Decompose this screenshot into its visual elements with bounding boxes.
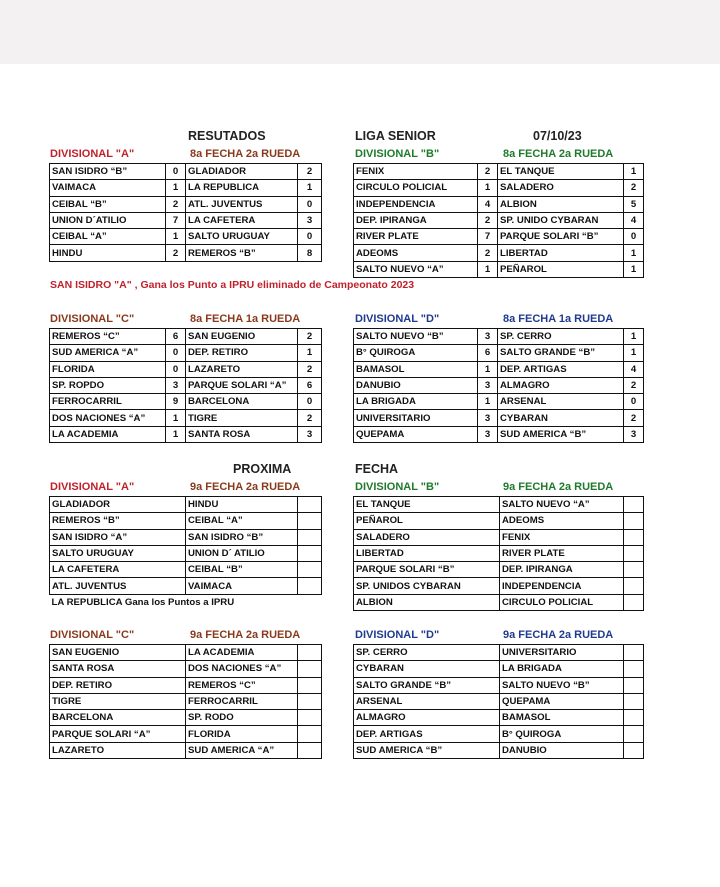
home-score: 7 (478, 229, 498, 245)
home-score: 0 (166, 361, 186, 377)
away-team: LA REPUBLICA (186, 180, 298, 196)
divA-next-table (49, 496, 322, 610)
away-team: SUD AMERICA “A” (186, 742, 298, 758)
home-team: SALADERO (354, 529, 500, 545)
table-row (50, 513, 322, 529)
table-row (50, 545, 322, 561)
home-team: ALBION (354, 594, 500, 610)
table-row (50, 196, 322, 212)
table-row (50, 645, 322, 661)
home-score: 3 (478, 329, 498, 345)
away-team: CYBARAN (498, 410, 624, 426)
table-row (354, 345, 644, 361)
table-row (354, 261, 644, 277)
home-team: PEÑAROL (354, 513, 500, 529)
home-team: PARQUE SOLARI “B” (354, 562, 500, 578)
home-team: CEIBAL “B” (50, 196, 166, 212)
table-row (354, 742, 644, 758)
table-row (354, 693, 644, 709)
home-team: REMEROS “B” (50, 513, 186, 529)
away-score: 2 (624, 410, 644, 426)
home-team: SP. UNIDOS CYBARAN (354, 578, 500, 594)
table-row (354, 394, 644, 410)
table-row (50, 529, 322, 545)
home-score: 1 (166, 180, 186, 196)
divC-results-table (49, 328, 322, 443)
date-heading: 07/10/23 (533, 129, 582, 143)
away-team: ATL. JUVENTUS (186, 196, 298, 212)
divC-next-title: DIVISIONAL "C" (50, 629, 135, 641)
away-team: ADEOMS (500, 513, 624, 529)
divB-results-table (353, 163, 644, 278)
divD-next-title: DIVISIONAL "D" (355, 629, 440, 641)
home-team: UNIVERSITARIO (354, 410, 478, 426)
result-cell (624, 545, 644, 561)
home-team: INDEPENDENCIA (354, 196, 478, 212)
away-team: ARSENAL (498, 394, 624, 410)
divA-results-title: DIVISIONAL "A" (50, 148, 135, 160)
table-row (354, 594, 644, 610)
table-row (354, 677, 644, 693)
home-team: VAIMACA (50, 180, 166, 196)
away-team: SALADERO (498, 180, 624, 196)
home-team: SUD AMERICA “B” (354, 742, 500, 758)
away-team: BARCELONA (186, 394, 298, 410)
table-row (354, 196, 644, 212)
away-team: LIBERTAD (498, 245, 624, 261)
table-row (354, 726, 644, 742)
table-row (354, 529, 644, 545)
away-team: SALTO URUGUAY (186, 229, 298, 245)
table-row (354, 329, 644, 345)
result-cell (624, 742, 644, 758)
home-score: 3 (166, 377, 186, 393)
home-team: REMEROS “C” (50, 329, 166, 345)
table-row (354, 578, 644, 594)
divB-results-round: 8a FECHA 2a RUEDA (503, 148, 614, 160)
result-cell (624, 677, 644, 693)
away-score: 5 (624, 196, 644, 212)
away-team: CIRCULO POLICIAL (500, 594, 624, 610)
away-team: FENIX (500, 529, 624, 545)
home-score: 2 (478, 164, 498, 180)
away-score: 1 (298, 345, 322, 361)
table-row (354, 497, 644, 513)
home-team: DOS NACIONES “A” (50, 410, 166, 426)
home-team: SALTO NUEVO “B” (354, 329, 478, 345)
away-score: 4 (624, 361, 644, 377)
away-team: FLORIDA (186, 726, 298, 742)
table-row (354, 645, 644, 661)
table-row (354, 180, 644, 196)
home-score: 3 (478, 410, 498, 426)
table-row (50, 164, 322, 180)
result-cell (298, 594, 322, 610)
home-score: 0 (166, 164, 186, 180)
away-score: 2 (298, 164, 322, 180)
away-team: SP. CERRO (498, 329, 624, 345)
away-score: 2 (298, 361, 322, 377)
home-team: SALTO URUGUAY (50, 545, 186, 561)
divD-results-title: DIVISIONAL "D" (355, 313, 440, 325)
home-team: LA BRIGADA (354, 394, 478, 410)
result-cell (624, 710, 644, 726)
away-team: LA ACADEMIA (186, 645, 298, 661)
away-score: 3 (298, 212, 322, 228)
result-cell (298, 545, 322, 561)
away-team: UNIVERSITARIO (500, 645, 624, 661)
table-row (354, 229, 644, 245)
away-team: HINDU (186, 497, 298, 513)
away-score: 4 (624, 212, 644, 228)
home-team: UNION D´ATILIO (50, 212, 166, 228)
table-row (50, 742, 322, 758)
divC-next-round: 9a FECHA 2a RUEDA (190, 629, 301, 641)
divB-next-round: 9a FECHA 2a RUEDA (503, 481, 614, 493)
away-score: 1 (298, 180, 322, 196)
result-cell (298, 645, 322, 661)
table-row (50, 394, 322, 410)
table-row (354, 661, 644, 677)
away-team: SAN ISIDRO “B” (186, 529, 298, 545)
away-team: GLADIADOR (186, 164, 298, 180)
table-row (50, 426, 322, 442)
table-row (354, 361, 644, 377)
away-score: 1 (624, 329, 644, 345)
away-score: 1 (624, 261, 644, 277)
next-fecha-heading: FECHA (355, 462, 399, 476)
home-team: SALTO GRANDE “B” (354, 677, 500, 693)
away-score: 2 (624, 180, 644, 196)
home-team: CEIBAL “A” (50, 229, 166, 245)
away-team: REMEROS “C” (186, 677, 298, 693)
table-row (50, 180, 322, 196)
home-team: HINDU (50, 245, 166, 261)
home-score: 1 (166, 229, 186, 245)
home-team: SUD AMERICA “A” (50, 345, 166, 361)
home-score: 1 (478, 261, 498, 277)
league-heading: LIGA SENIOR (355, 129, 436, 143)
home-team: ALMAGRO (354, 710, 500, 726)
table-row (50, 497, 322, 513)
table-row (50, 410, 322, 426)
away-team: LAZARETO (186, 361, 298, 377)
table-row (354, 426, 644, 442)
result-cell (298, 677, 322, 693)
home-score: 7 (166, 212, 186, 228)
table-row (354, 513, 644, 529)
home-team: GLADIADOR (50, 497, 186, 513)
away-team: SANTA ROSA (186, 426, 298, 442)
result-cell (298, 661, 322, 677)
result-cell (624, 562, 644, 578)
away-score: 2 (298, 329, 322, 345)
away-team: ALMAGRO (498, 377, 624, 393)
home-team: LA CAFETERA (50, 562, 186, 578)
home-score: 1 (478, 394, 498, 410)
table-row (50, 377, 322, 393)
result-cell (298, 726, 322, 742)
home-team: CYBARAN (354, 661, 500, 677)
away-team: LA BRIGADA (500, 661, 624, 677)
away-team: FERROCARRIL (186, 693, 298, 709)
away-score: 0 (298, 196, 322, 212)
home-team: SALTO NUEVO “A” (354, 261, 478, 277)
away-team: PEÑAROL (498, 261, 624, 277)
result-cell (298, 497, 322, 513)
away-score: 2 (298, 410, 322, 426)
divA-results-round: 8a FECHA 2a RUEDA (190, 148, 301, 160)
away-score: 0 (624, 394, 644, 410)
result-cell (298, 562, 322, 578)
forfeit-note: LA REPUBLICA Gana los Puntos a IPRU (50, 594, 298, 610)
away-score: 0 (624, 229, 644, 245)
away-score: 0 (298, 394, 322, 410)
divD-results-table (353, 328, 644, 443)
away-team: EL TANQUE (498, 164, 624, 180)
home-team: FENIX (354, 164, 478, 180)
home-score: 6 (166, 329, 186, 345)
table-row (354, 245, 644, 261)
away-team: UNION D´ ATILIO (186, 545, 298, 561)
away-team: INDEPENDENCIA (500, 578, 624, 594)
home-team: ADEOMS (354, 245, 478, 261)
result-cell (624, 513, 644, 529)
away-team: SP. UNIDO CYBARAN (498, 212, 624, 228)
home-score: 2 (166, 245, 186, 261)
table-row (354, 410, 644, 426)
home-score: 2 (166, 196, 186, 212)
away-team: ALBION (498, 196, 624, 212)
home-team: BARCELONA (50, 710, 186, 726)
away-score: 6 (298, 377, 322, 393)
home-score: 1 (166, 426, 186, 442)
table-row (50, 562, 322, 578)
home-team: CIRCULO POLICIAL (354, 180, 478, 196)
result-cell (298, 710, 322, 726)
home-team: QUEPAMA (354, 426, 478, 442)
away-team: B° QUIROGA (500, 726, 624, 742)
result-cell (624, 645, 644, 661)
away-team: DEP. ARTIGAS (498, 361, 624, 377)
table-row (50, 693, 322, 709)
table-row (50, 661, 322, 677)
away-score: 3 (298, 426, 322, 442)
away-team: BAMASOL (500, 710, 624, 726)
away-team: SUD AMERICA “B” (498, 426, 624, 442)
table-row (50, 578, 322, 594)
result-cell (624, 529, 644, 545)
divB-next-title: DIVISIONAL "B" (355, 481, 440, 493)
divC-next-table (49, 644, 322, 759)
away-team: CEIBAL “A” (186, 513, 298, 529)
away-score: 2 (624, 377, 644, 393)
divA-next-title: DIVISIONAL "A" (50, 481, 135, 493)
table-row (354, 377, 644, 393)
away-team: SALTO NUEVO “B” (500, 677, 624, 693)
table-row (354, 562, 644, 578)
table-row (354, 545, 644, 561)
home-team: PARQUE SOLARI “A” (50, 726, 186, 742)
home-score: 1 (166, 410, 186, 426)
home-team: ATL. JUVENTUS (50, 578, 186, 594)
away-score: 3 (624, 426, 644, 442)
divA-next-round: 9a FECHA 2a RUEDA (190, 481, 301, 493)
result-cell (624, 726, 644, 742)
next-heading: PROXIMA (233, 462, 292, 476)
away-score: 8 (298, 245, 322, 261)
result-cell (624, 594, 644, 610)
away-score: 1 (624, 164, 644, 180)
away-team: DEP. RETIRO (186, 345, 298, 361)
away-team: PARQUE SOLARI “A” (186, 377, 298, 393)
away-team: VAIMACA (186, 578, 298, 594)
results-heading: RESUTADOS (188, 129, 266, 143)
result-cell (624, 693, 644, 709)
home-score: 0 (166, 345, 186, 361)
home-team: SP. CERRO (354, 645, 500, 661)
home-team: DEP. RETIRO (50, 677, 186, 693)
home-team: DEP. IPIRANGA (354, 212, 478, 228)
away-team: REMEROS “B” (186, 245, 298, 261)
away-team: RIVER PLATE (500, 545, 624, 561)
away-team: SALTO NUEVO “A” (500, 497, 624, 513)
home-team: SP. ROPDO (50, 377, 166, 393)
home-score: 4 (478, 196, 498, 212)
divC-results-title: DIVISIONAL "C" (50, 313, 135, 325)
away-team: QUEPAMA (500, 693, 624, 709)
result-cell (298, 578, 322, 594)
home-team: DEP. ARTIGAS (354, 726, 500, 742)
home-score: 2 (478, 245, 498, 261)
table-row (354, 164, 644, 180)
result-cell (624, 661, 644, 677)
note-row (50, 594, 322, 610)
away-team: TIGRE (186, 410, 298, 426)
table-row (50, 245, 322, 261)
divB-results-title: DIVISIONAL "B" (355, 148, 440, 160)
away-team: DEP. IPIRANGA (500, 562, 624, 578)
result-cell (298, 529, 322, 545)
home-team: SAN ISIDRO “A” (50, 529, 186, 545)
divB-next-table (353, 496, 644, 611)
home-team: SAN ISIDRO “B” (50, 164, 166, 180)
home-team: DANUBIO (354, 377, 478, 393)
divD-next-round: 9a FECHA 2a RUEDA (503, 629, 614, 641)
away-team: DOS NACIONES “A” (186, 661, 298, 677)
away-score: 1 (624, 345, 644, 361)
results-note: SAN ISIDRO "A" , Gana los Punto a IPRU eliminado de Campeonato 2023 (50, 279, 415, 291)
top-bar (0, 0, 720, 64)
result-cell (298, 742, 322, 758)
result-cell (298, 693, 322, 709)
home-score: 1 (478, 361, 498, 377)
away-score: 1 (624, 245, 644, 261)
away-score: 0 (298, 229, 322, 245)
divA-results-table (49, 163, 322, 262)
home-team: SANTA ROSA (50, 661, 186, 677)
table-row (50, 726, 322, 742)
table-row (50, 229, 322, 245)
away-team: PARQUE SOLARI “B” (498, 229, 624, 245)
home-score: 1 (478, 180, 498, 196)
away-team: SAN EUGENIO (186, 329, 298, 345)
home-team: FERROCARRIL (50, 394, 166, 410)
table-row (50, 677, 322, 693)
table-row (354, 710, 644, 726)
table-row (354, 212, 644, 228)
home-team: B° QUIROGA (354, 345, 478, 361)
table-row (50, 212, 322, 228)
home-team: EL TANQUE (354, 497, 500, 513)
home-score: 2 (478, 212, 498, 228)
home-score: 3 (478, 426, 498, 442)
home-team: LAZARETO (50, 742, 186, 758)
home-score: 9 (166, 394, 186, 410)
home-team: ARSENAL (354, 693, 500, 709)
table-row (50, 345, 322, 361)
home-team: FLORIDA (50, 361, 166, 377)
home-team: BAMASOL (354, 361, 478, 377)
table-row (50, 710, 322, 726)
home-team: RIVER PLATE (354, 229, 478, 245)
result-cell (624, 497, 644, 513)
home-team: TIGRE (50, 693, 186, 709)
home-team: LIBERTAD (354, 545, 500, 561)
away-team: SALTO GRANDE “B” (498, 345, 624, 361)
result-cell (624, 578, 644, 594)
result-cell (298, 513, 322, 529)
away-team: DANUBIO (500, 742, 624, 758)
home-team: LA ACADEMIA (50, 426, 166, 442)
divD-next-table (353, 644, 644, 759)
home-score: 6 (478, 345, 498, 361)
away-team: CEIBAL “B” (186, 562, 298, 578)
away-team: LA CAFETERA (186, 212, 298, 228)
away-team: SP. RODO (186, 710, 298, 726)
home-team: SAN EUGENIO (50, 645, 186, 661)
divD-results-round: 8a FECHA 1a RUEDA (503, 313, 614, 325)
table-row (50, 329, 322, 345)
divC-results-round: 8a FECHA 1a RUEDA (190, 313, 301, 325)
table-row (50, 361, 322, 377)
home-score: 3 (478, 377, 498, 393)
